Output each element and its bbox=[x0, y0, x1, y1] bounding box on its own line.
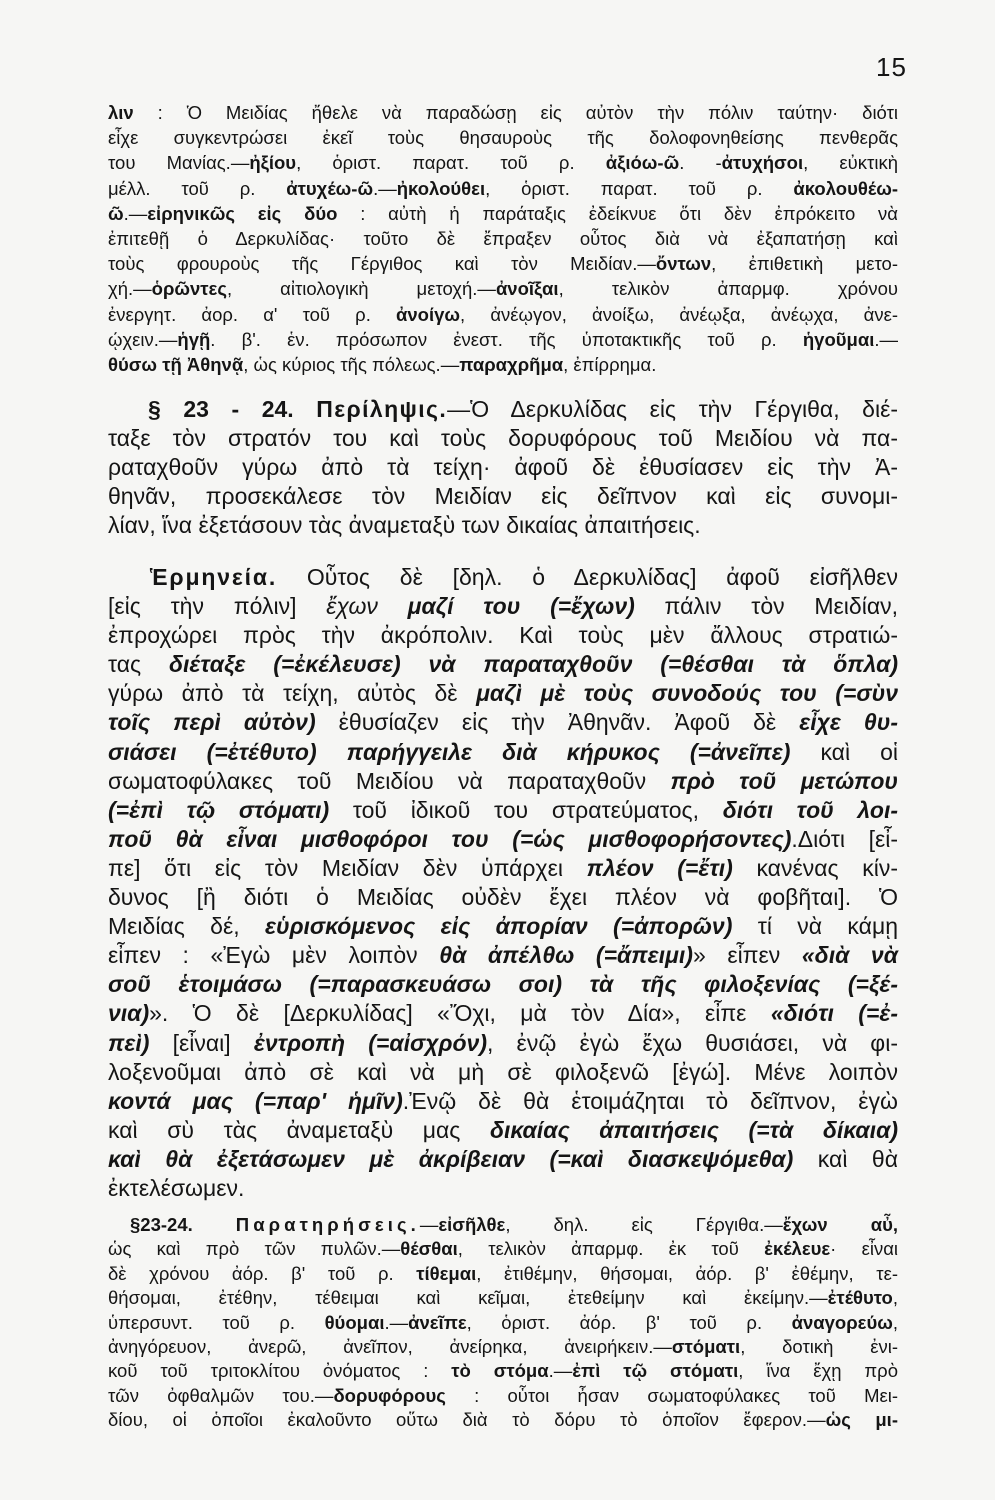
bold-term: ἀνοίγω bbox=[396, 303, 461, 325]
text-line bbox=[108, 125, 898, 150]
bold-term: θύσω τῇ Ἀθηνᾷ bbox=[108, 354, 244, 376]
text-run: καὶ θὰ bbox=[793, 1145, 898, 1172]
text-line bbox=[108, 1213, 898, 1237]
text-line bbox=[108, 251, 898, 276]
bold-italic-gloss: νια) bbox=[108, 1000, 150, 1027]
text-line bbox=[108, 883, 898, 912]
text-line bbox=[108, 201, 898, 226]
text-run: : Ὁ Μειδίας ἤθελε νὰ παραδώσῃ εἰς αὐτὸν τὴν πόλιν ταύτην· διότι bbox=[133, 102, 898, 123]
bold-term: ἐκέλευε bbox=[764, 1238, 831, 1260]
page-number: 15 bbox=[876, 52, 907, 82]
summary-paragraph bbox=[108, 395, 898, 540]
text-run: , τελικὸν ἀπαρμφ. χρόνου bbox=[558, 278, 898, 300]
text-run: , ἐπιθετικὴ μετο- bbox=[711, 253, 898, 275]
text-line bbox=[108, 912, 898, 941]
text-run: τοὺς φρουροὺς τῆς Γέργιθος καὶ τὸν Μειδίαν.— bbox=[108, 253, 656, 275]
text-run: λίαν, ἵνα ἐξετάσουν τὰς ἀναμεταξὺ των δικαίας ἀπαιτήσεις. bbox=[108, 512, 701, 538]
text-run: , τελικὸν ἀπαρμφ. ἐκ τοῦ bbox=[457, 1238, 765, 1260]
bold-italic-gloss: (=ἐπὶ τῷ στόματι) bbox=[108, 796, 330, 823]
text-run: » εἶπεν bbox=[692, 942, 802, 969]
bold-term: ἐτέθυτο bbox=[827, 1287, 893, 1309]
bold-term: ἀτυχέω-ῶ bbox=[286, 177, 374, 199]
text-run: , ἐνῷ ἐγὼ ἔχω θυσιάσει, νὰ φι- bbox=[486, 1029, 898, 1056]
bold-italic-gloss: ἐντροπὴ (=αἰσχρόν) bbox=[253, 1029, 487, 1056]
text-line bbox=[108, 453, 898, 482]
text-run: : οὗτοι ἦσαν σωματοφύλακες τοῦ Μει- bbox=[445, 1384, 899, 1406]
bold-term: §23-24. bbox=[130, 1214, 236, 1235]
bold-italic-gloss: πεὶ) bbox=[108, 1029, 150, 1056]
text-line bbox=[108, 176, 898, 201]
text-run: , ἐτιθέμην, θήσομαι, ἀόρ. β' ἐθέμην, τε- bbox=[476, 1262, 898, 1284]
bold-term: δορυφόρους bbox=[333, 1384, 446, 1406]
bold-term: ἀναγορεύω bbox=[791, 1311, 893, 1333]
bold-italic-gloss: πρὸ τοῦ μετώπου bbox=[670, 767, 898, 794]
text-run: ραταχθοῦν γύρω ἀπὸ τὰ τείχη· ἀφοῦ δὲ ἐθυσίασεν εἰς τὴν Ἀ- bbox=[108, 454, 898, 480]
bold-term: ἡγῇ bbox=[177, 328, 211, 350]
text-line bbox=[108, 650, 898, 679]
bold-term: ὄντων bbox=[655, 253, 712, 275]
text-run: ὡς καὶ πρὸ τῶν πυλῶν.— bbox=[108, 1238, 401, 1260]
text-run: τῶν ὀφθαλμῶν του.— bbox=[108, 1384, 334, 1406]
text-run: ὑπερσυντ. τοῦ ρ. bbox=[108, 1311, 325, 1333]
text-line bbox=[108, 1145, 898, 1174]
text-line bbox=[108, 679, 898, 708]
text-run: · εἶναι bbox=[830, 1238, 899, 1260]
spaced-heading: Περίληψις. bbox=[316, 396, 448, 422]
text-line bbox=[108, 1335, 898, 1359]
text-line bbox=[108, 352, 898, 377]
text-line bbox=[108, 1359, 898, 1383]
text-run: .— bbox=[874, 328, 898, 350]
text-run: δίου, οἱ ὁποῖοι ἐκαλοῦντο οὕτω διὰ τὸ δόρυ τὸ ὁποῖον ἔφερον.— bbox=[108, 1409, 826, 1431]
bold-term: ἐπὶ τῷ στόματι bbox=[572, 1360, 739, 1382]
text-line bbox=[108, 1286, 898, 1310]
text-line bbox=[108, 592, 898, 621]
bold-italic-gloss: δικαίας ἀπαιτήσεις (=τὰ δίκαια) bbox=[489, 1116, 898, 1143]
text-line bbox=[108, 1058, 898, 1087]
text-run: —Ὁ Δερκυλίδας εἰς τὴν Γέργιθα, διέ- bbox=[447, 396, 898, 422]
spaced-heading: Ἑρμηνεία. bbox=[150, 564, 278, 590]
bold-term: εἰρηνικῶς εἰς δύο bbox=[147, 202, 338, 224]
text-run: . - bbox=[679, 152, 722, 174]
text-run: χή.— bbox=[108, 278, 152, 300]
bold-term: ἀξιόω-ῶ bbox=[605, 152, 680, 174]
text-line bbox=[108, 482, 898, 511]
text-line bbox=[108, 708, 898, 737]
text-run: δυνος [ἢ διότι ὁ Μειδίας οὐδὲν ἔχει πλέον νὰ φοβῆται]. Ὁ bbox=[108, 884, 898, 911]
text-run: , bbox=[892, 1311, 898, 1333]
text-run: , ἵνα ἔχῃ πρὸ bbox=[738, 1360, 898, 1382]
text-run: .— bbox=[384, 1311, 409, 1333]
text-run: εἶπεν : «Ἐγὼ μὲν λοιπὸν bbox=[108, 942, 440, 969]
text-line bbox=[108, 825, 898, 854]
bold-italic-gloss: μαζὶ μὲ τοὺς συνοδούς του (=σὺν bbox=[476, 680, 898, 707]
text-run: .— bbox=[123, 202, 148, 224]
text-run: ἐκτελέσωμεν. bbox=[108, 1174, 245, 1201]
spaced-heading: Παρατηρήσεις. bbox=[235, 1214, 420, 1235]
bold-term: τὸ στόμα bbox=[451, 1360, 549, 1382]
text-run: . β'. ἑν. πρόσωπον ἐνεστ. τῆς ὑποτακτικῆς τοῦ ρ. bbox=[210, 328, 803, 350]
bold-italic-gloss: «διότι (=ἐ- bbox=[770, 1000, 898, 1027]
text-run: πάλιν τὸν Μειδίαν, bbox=[634, 593, 899, 620]
bold-term: ἀνοῖξαι bbox=[495, 278, 559, 300]
text-run: , bbox=[892, 1287, 898, 1309]
observations-notes bbox=[108, 1213, 898, 1433]
bold-term: ἀκολουθέω- bbox=[793, 177, 898, 199]
text-run: , δηλ. εἰς Γέργιθα.— bbox=[505, 1214, 783, 1235]
text-run: .Διότι [εἶ- bbox=[791, 825, 899, 852]
text-run: .— bbox=[373, 177, 397, 199]
text-run: [εἰς τὴν πόλιν] bbox=[108, 593, 327, 620]
text-line bbox=[108, 1237, 898, 1261]
text-line bbox=[108, 970, 898, 999]
bold-term: ὁρῶντες bbox=[151, 278, 227, 300]
text-run: , ὡς κύριος τῆς πόλεως.— bbox=[243, 354, 460, 376]
bold-term: ἡγοῦμαι bbox=[802, 328, 875, 350]
bold-italic-gloss: τοῖς περὶ αὐτὸν) bbox=[108, 709, 316, 736]
text-run: θηνᾶν, προσεκάλεσε τὸν Μειδίαν εἰς δεῖπνον καὶ εἰς συνομι- bbox=[108, 483, 898, 509]
text-run: κανένας κίν- bbox=[732, 854, 899, 881]
bold-italic-gloss: θὰ ἀπέλθω (=ἄπειμι) bbox=[439, 942, 693, 969]
text-run: .Ἐνῷ δὲ θὰ ἑτοιμάζηται τὸ δεῖπνον, ἐγὼ bbox=[402, 1087, 899, 1114]
bold-italic-gloss: εὑρισκόμενος εἰς ἀπορίαν (=ἀπορῶν) bbox=[264, 913, 733, 940]
bold-italic-gloss: πλέον (=ἔτι) bbox=[586, 854, 733, 881]
bold-term: ὡς μι- bbox=[825, 1409, 898, 1431]
text-run: , αἰτιολογικὴ μετοχή.— bbox=[226, 278, 496, 300]
text-run: , ἀνέῳγον, ἀνοίξω, ἀνέῳξα, ἀνέῳχα, ἀνε- bbox=[460, 303, 898, 325]
text-line bbox=[108, 1262, 898, 1286]
text-run: ἀνηγόρευον, ἀνερῶ, ἀνεῖπον, ἀνείρηκα, ἀνειρήκειν.— bbox=[108, 1336, 672, 1358]
text-run: Οὗτος δὲ [δηλ. ὁ Δερκυλίδας] ἀφοῦ εἰσῆλθεν bbox=[277, 564, 898, 590]
text-run: τοῦ ἰδικοῦ του στρατεύματος, bbox=[329, 796, 723, 823]
text-run: ἐθυσίαζεν εἰς τὴν Ἀθηνᾶν. Ἀφοῦ δὲ bbox=[315, 709, 800, 736]
text-line bbox=[108, 999, 898, 1028]
bold-term: ἠκολούθει bbox=[396, 177, 486, 199]
bold-term: ἀτυχήσοι bbox=[721, 152, 804, 174]
bold-italic-gloss: ποῦ θὰ εἶναι μισθοφόροι του (=ὡς μισθοφορήσοντες) bbox=[108, 825, 792, 852]
text-line bbox=[108, 1311, 898, 1335]
text-run: , ἐπίρρημα. bbox=[563, 354, 657, 376]
interpretation-paragraph bbox=[108, 563, 898, 1203]
bold-italic-gloss: «διὰ νὰ bbox=[801, 942, 898, 969]
bold-term: εἰσῆλθε bbox=[438, 1214, 506, 1235]
text-run: — bbox=[419, 1214, 439, 1235]
bold-term: ἀνεῖπε bbox=[408, 1311, 467, 1333]
text-line bbox=[108, 327, 898, 352]
text-line bbox=[108, 150, 898, 175]
text-run: ἐπιτεθῇ ὁ Δερκυλίδας· τοῦτο δὲ ἔπραξεν οὗτος διὰ νὰ ἐξαπατήσῃ καὶ bbox=[108, 228, 898, 250]
bold-term: ῶ bbox=[108, 202, 124, 224]
bold-italic-gloss: διέταξε (=ἐκέλευσε) νὰ παραταχθοῦν (=θέσθαι τὰ ὅπλα) bbox=[168, 651, 898, 678]
bold-term: τίθεμαι bbox=[416, 1262, 477, 1284]
text-line bbox=[108, 1029, 898, 1058]
text-line bbox=[108, 511, 898, 540]
bold-term: § 23 - 24. bbox=[148, 396, 317, 422]
text-run: : αὐτὴ ἡ παράταξις ἐδείκνυε ὅτι δὲν ἐπρόκειτο νὰ bbox=[337, 202, 898, 224]
bold-italic-gloss: σιάσει (=ἐτέθυτο) παρήγγειλε διὰ κήρυκος (=ἀνεῖπε) bbox=[108, 738, 791, 765]
bold-term: παραχρῆμα bbox=[459, 354, 564, 376]
grammar-notes-continued bbox=[108, 100, 898, 377]
text-run: σωματοφύλακες τοῦ Μειδίου νὰ παραταχθοῦν bbox=[108, 767, 671, 794]
text-run: καὶ σὺ τὰς ἀναμεταξὺ μας bbox=[108, 1116, 490, 1143]
bold-term: λιν bbox=[108, 102, 134, 123]
text-run: , εὐκτικὴ bbox=[803, 152, 898, 174]
text-line bbox=[108, 854, 898, 883]
text-run: τί νὰ κάμῃ bbox=[732, 913, 898, 940]
text-run: Μειδίας δέ, bbox=[108, 913, 265, 940]
bold-term: θύομαι bbox=[324, 1311, 385, 1333]
text-run: ἐπροχώρει πρὸς τὴν ἀκρόπολιν. Καὶ τοὺς μὲν ἄλλους στρατιώ- bbox=[108, 622, 898, 649]
text-run: καὶ οἱ bbox=[790, 738, 898, 765]
text-line bbox=[108, 1384, 898, 1408]
bold-term: ἠξίου bbox=[249, 152, 297, 174]
bold-italic-gloss: καὶ θὰ ἐξετάσωμεν μὲ ἀκρίβειαν (=καὶ διασκεψόμεθα) bbox=[108, 1145, 794, 1172]
text-line bbox=[108, 302, 898, 327]
text-run: μέλλ. τοῦ ρ. bbox=[108, 177, 287, 199]
text-line bbox=[108, 1087, 898, 1116]
text-run: πε] ὅτι εἰς τὸν Μειδίαν δὲν ὑπάρχει bbox=[108, 854, 587, 881]
text-line bbox=[108, 226, 898, 251]
text-run: κοῦ τοῦ τριτοκλίτου ὀνόματος : bbox=[108, 1360, 452, 1382]
bold-italic-gloss: σοῦ ἑτοιμάσω (=παρασκευάσω σοι) τὰ τῆς φιλοξενίας (=ξέ- bbox=[108, 971, 898, 998]
text-line bbox=[108, 1174, 898, 1203]
text-run: εἶχε συγκεντρώσει ἐκεῖ τοὺς θησαυροὺς τῆς δολοφονηθείσης πενθερᾶς bbox=[108, 127, 898, 149]
text-line bbox=[108, 941, 898, 970]
text-run: , ὁριστ. παρατ. τοῦ ρ. bbox=[485, 177, 794, 199]
text-line bbox=[108, 767, 898, 796]
text-line bbox=[108, 100, 898, 125]
text-run: ἐνεργητ. ἀορ. α' τοῦ ρ. bbox=[108, 303, 396, 325]
text-line bbox=[108, 395, 898, 424]
text-run: του Μανίας.— bbox=[108, 152, 250, 174]
text-run: , δοτικὴ ἐνι- bbox=[740, 1336, 898, 1358]
text-run: λοξενοῦμαι ἀπὸ σὲ καὶ νὰ μὴ σὲ φιλοξενῶ [ἐγώ]. Μένε λοιπὸν bbox=[108, 1058, 898, 1085]
text-run: ῴχειν.— bbox=[108, 328, 178, 350]
text-run: γύρω ἀπὸ τὰ τείχη, αὐτὸς δὲ bbox=[108, 680, 477, 707]
bold-term: ἔχων αὖ, bbox=[782, 1214, 898, 1235]
text-line bbox=[108, 738, 898, 767]
text-line bbox=[108, 1408, 898, 1432]
text-run: , ὁριστ. παρατ. τοῦ ρ. bbox=[296, 152, 606, 174]
bold-term: στόματι bbox=[671, 1336, 741, 1358]
text-line bbox=[108, 621, 898, 650]
text-run: ταξε τὸν στρατόν του καὶ τοὺς δορυφόρους τοῦ Μειδίου νὰ πα- bbox=[108, 425, 898, 451]
text-run: , ὁριστ. ἀόρ. β' τοῦ ρ. bbox=[466, 1311, 792, 1333]
bold-term: θέσθαι bbox=[400, 1238, 458, 1260]
text-line bbox=[108, 276, 898, 301]
italic-term: ἔχων bbox=[326, 593, 408, 620]
text-line bbox=[108, 1116, 898, 1145]
text-run: θήσομαι, ἐτέθην, τέθειμαι καὶ κεῖμαι, ἐτεθείμην καὶ ἐκείμην.— bbox=[108, 1287, 828, 1309]
bold-italic-gloss: κοντά μας (=παρ' ἡμῖν) bbox=[108, 1087, 403, 1114]
text-line bbox=[108, 563, 898, 592]
text-run: [εἶναι] bbox=[149, 1029, 254, 1056]
text-run: .— bbox=[548, 1360, 573, 1382]
bold-italic-gloss: εἶχε θυ- bbox=[799, 709, 899, 736]
text-line bbox=[108, 424, 898, 453]
text-line bbox=[108, 796, 898, 825]
text-run: δὲ χρόνου ἀόρ. β' τοῦ ρ. bbox=[108, 1262, 417, 1284]
bold-italic-gloss: διότι τοῦ λοι- bbox=[722, 796, 898, 823]
text-run: ». Ὁ δὲ [Δερκυλίδας] «Ὄχι, μὰ τὸν Δία», εἶπε bbox=[149, 1000, 771, 1027]
bold-italic-gloss: μαζί του (=ἔχων) bbox=[407, 593, 635, 620]
text-run: τας bbox=[108, 651, 169, 678]
